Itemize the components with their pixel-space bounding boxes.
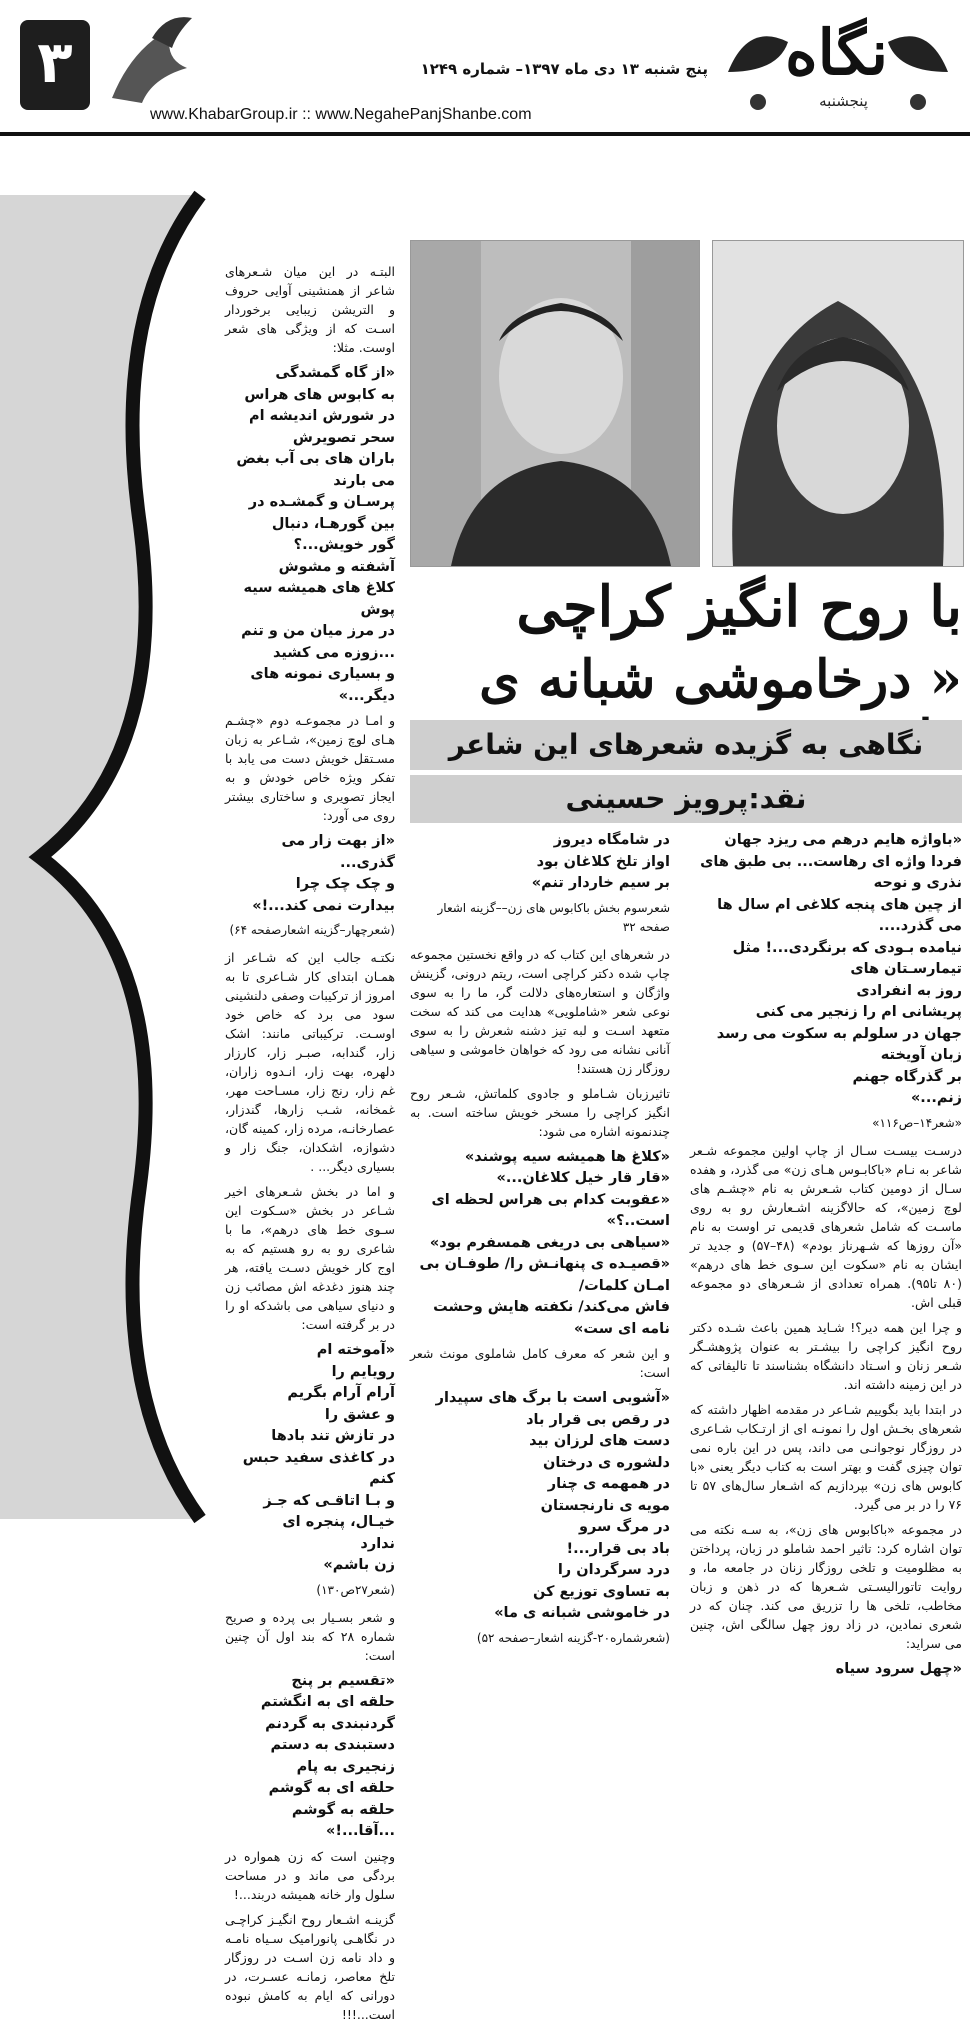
verse-block bbox=[225, 831, 395, 917]
verse-line: در مرز میان من و تنم ...زوزه می کشید bbox=[241, 623, 395, 661]
column-left bbox=[225, 262, 395, 2022]
verse-line: فاش می‌کند/ نکفته هایش وحشت نامه ای ست» bbox=[433, 1299, 670, 1337]
page-number-badge: ۳ bbox=[20, 20, 90, 110]
paragraph: البتـه در این میان شـعرهای شاعر از همنشینی آوایی حروف و التریشن زیبایی برخوردار اسـت که از ویژگی های شعر اوست. مثلا: bbox=[225, 264, 395, 355]
verse-block bbox=[410, 830, 670, 895]
verse-line: دستبندی به دستم bbox=[270, 1737, 395, 1753]
verse-line: «از بهت زار می گذری... bbox=[281, 833, 395, 871]
paragraph: در مجموعه «باکابوس های زن»، به سـه نکته می توان اشاره کرد: تاثیر احمد شاملو در زبان، پرداختن به مظلومیت و تلخی روزگار زنان در جامعه ما، و روایت تاتورالیسـتی شـعرها که در ذهن و زبان مخاطب، تلخی ها را تزریق می کند. چنان که در شعری نمادین، در زاد روز چهل سالگی اش، چنین می سراید: bbox=[690, 1521, 962, 1651]
verse-line: حلقه ای به انگشتم bbox=[260, 1694, 395, 1710]
verse-block bbox=[225, 363, 395, 707]
verse-line: درد سرگردان را bbox=[557, 1562, 670, 1578]
verse-line: زبان آویخته bbox=[880, 1047, 962, 1063]
verse-line: رویایم را bbox=[331, 1363, 395, 1380]
verse-line: ندارد bbox=[360, 1535, 395, 1552]
verse-block bbox=[225, 1340, 395, 1577]
brand-name: نگاه bbox=[785, 16, 888, 89]
verse-line: در تازش تند بادها bbox=[271, 1428, 395, 1444]
citation: (شعر۲۷ص۱۳۰) bbox=[316, 1582, 395, 1597]
verse-line: به کابوس های هراس bbox=[244, 386, 395, 403]
verse-block bbox=[410, 1388, 670, 1625]
citation: (شعرچهار–گزینه اشعارصفحه ۶۴) bbox=[229, 923, 395, 937]
verse-line: پرسـان و گمشـده در بین گورهـا، دنبال bbox=[248, 494, 395, 532]
verse-line: و عشق را bbox=[324, 1406, 395, 1423]
verse-line: زن باشم» bbox=[323, 1557, 395, 1573]
verse-line: باد بی قرار...! bbox=[566, 1540, 670, 1557]
verse-block bbox=[225, 1671, 395, 1843]
paragraph: و شعر بسـیار بی پرده و صریح شماره ۲۸ که بند اول آن چنین است: bbox=[225, 1609, 395, 1663]
verse-block bbox=[690, 1659, 962, 1681]
photo-poet-woman bbox=[712, 240, 964, 567]
verse-line: بر گذرگاه جهنم bbox=[852, 1068, 962, 1085]
verse-line: در کاغذی سفید حبس کنم bbox=[242, 1449, 395, 1487]
verse-line: کلاغ های همیشه سیه پوش bbox=[243, 580, 395, 618]
verse-line: و بـا اتاقـی که جـز خیـال، پنجره ای bbox=[263, 1492, 395, 1530]
verse-line: زنم...» bbox=[910, 1090, 962, 1106]
website-links[interactable]: www.KhabarGroup.ir :: www.NegahePanjShanbe.com bbox=[150, 106, 532, 123]
photo-poet-man bbox=[410, 240, 700, 567]
column-right bbox=[690, 830, 963, 1677]
paragraph: در شعرهای این کتاب که در واقع نخستین مجموعه چاپ شده دکتر کراچی است، ریتم درونی، گزینش واژگان و استعاره‌های دلالت گر، ما را به سوی نوعی شعر «شاملویی» هدایت می کند که سخت متعهد اسـت و لبه تیز دشنه شعرش را به سوی آنانی نشانه می رود که خواهان خاموشی و سیاهی روزگار زن هستند! bbox=[410, 946, 670, 1076]
brand-sub: پنجشنبه bbox=[819, 92, 868, 110]
header-divider bbox=[0, 132, 970, 136]
verse-line: روز به انفرادی bbox=[856, 982, 962, 999]
citation: (شعرشماره۲۰-گزینه اشعار–صفحه ۵۲) bbox=[476, 1630, 670, 1645]
verse-line: به تساوی توزیع کن bbox=[532, 1583, 670, 1600]
verse-line: در شورش اندیشه ام سحر تصویرش bbox=[248, 408, 395, 446]
verse-line: فردا واژه ای رهاست... بی طبق های نذری و نوحه bbox=[700, 853, 962, 891]
verse-line: و بسیاری نمونه های دیگر...» bbox=[250, 666, 395, 704]
verse-line: «قصیـده ی پنهانـش را/ طوفـان بی امـان کلمات/ bbox=[419, 1256, 670, 1294]
verse-line: جهان در سلولم به سکوت می رسد bbox=[716, 1025, 962, 1042]
paragraph: نکتـه جالب این که شـاعر از همـان ابتدای کار شـاعری تا به امروز از ترکیبات وصفی دلنشینی سود می برد که خاص خود اوسـت. ترکیباتی مانند: اشک زار، گندابه، صبـر زار، کارزار دلهره، بهت زار، انـدوه زاران، غم زار، رنج زار، مسـاحت مهر، غمخانه، شـب زارها، گندزار، عصارخانـه، مرده زار، کمینه گان، دشوازه، اشکدان، جنگ زار و بسیاری دیگر... . bbox=[225, 950, 395, 1174]
verse-line: بر سیم خاردار تنم» bbox=[531, 875, 670, 891]
masthead-logo bbox=[718, 12, 958, 122]
verse-line: «تقسیم بر پنج bbox=[291, 1672, 395, 1689]
paragraph: وچنین است که زن همواره در بردگی می ماند و در مساحت سلول وار خانه همیشه دربند...! bbox=[225, 1848, 395, 1902]
verse-line: گردنبندی به گردنم bbox=[265, 1715, 395, 1732]
paragraph: تاثیرزبان شـاملو و جادوی کلماتش، شـعر روح انگیز کراچی را مسخر خویش ساخته است. به چندنمونه اشاره می شود: bbox=[410, 1085, 670, 1139]
verse-line: «باواژه هایم درهم می ریزد جهان bbox=[724, 832, 962, 848]
paragraph: و چرا این همه دیر؟! شـاید همین باعث شـده دکتر روح انگیز کراچی را بیشـتر به عنوان پژوهشـگر شـعر زنان و اسـتاد دانشگاه بشناسند تا تالیفاتی که در این زمینه داشته اند. bbox=[690, 1319, 962, 1392]
verse-line: آرام آرام بگریم bbox=[287, 1385, 395, 1401]
verse-line: «سیاهی بی دریغی همسفرم بود» bbox=[429, 1234, 670, 1251]
paragraph: گزینـه اشـعار روح انگیـز کراچـی در نگاهـی پانوراميک سـياه نامـه و داد نامه زن اسـت در روزگار تلخ معاصر، زمانـه عسـرت، در دورانی که ايام به کامش نبوده است...!!! bbox=[225, 1911, 395, 2022]
verse-line: در همهمه ی چنار bbox=[547, 1476, 670, 1492]
verse-line: نیامده بـودی که برنگردی...! مثل تیمارسـتان های bbox=[732, 939, 962, 977]
verse-line: پریشانی ام را زنجیر می کنی bbox=[755, 1004, 962, 1020]
verse-line: «از گاه گمشدگی bbox=[275, 365, 395, 381]
verse-line: در شامگاه دیروز bbox=[553, 832, 670, 848]
verse-line: «قار قار خیل کلاغان...» bbox=[496, 1170, 670, 1186]
verse-line: دست های لرزان بید bbox=[529, 1433, 670, 1449]
verse-line: گور خویش...؟ bbox=[293, 537, 395, 553]
verse-line: آشفته و مشوش bbox=[278, 558, 395, 575]
paragraph: و امـا در مجموعـه دوم «چشـم هـای لوچ زمین»، شـاعر به زبان مسـتقل خویش دست می یابد با تفکر ویژه خاص خودش و به ایجاز تصویری و ساختاری بیشتر روی می آورد: bbox=[225, 713, 395, 823]
verse-line: از چین های پنجه کلاغی ام سال ها می گذرد.... bbox=[717, 896, 962, 934]
verse-line: حلقه به گوشم ...آقا...!» bbox=[291, 1801, 395, 1839]
verse-line: حلقه ای به گوشم bbox=[268, 1780, 395, 1796]
paragraph: و اما در بخش شـعرهای اخیر شـاعر در بخش «سـکوت این سـوی خط های درهم»، ما با شاعری رو به رو هستیم که به اوج کار خویش دسـت یافته، هر چند هنوز دغدغه اش مصائب زن و دنیای سیاهی می باشدکه او را در بر گرفته است: bbox=[225, 1184, 395, 1332]
verse-line: مویه ی نارنجستان bbox=[540, 1497, 670, 1514]
verse-line: در رقص بی قرار باد bbox=[526, 1411, 670, 1428]
column-middle bbox=[410, 830, 670, 1645]
article-title-line2: « درخاموشی شبانه ی bbox=[479, 649, 962, 710]
verse-line: «کلاغ ها همیشه سیه پوشند» bbox=[464, 1148, 670, 1165]
paragraph: درسـت بیسـت سـال از چاپ اولین مجموعه شـعر شاعر به نـام «باکابـوس هـای زن» می گذرد، و هفده سـال از دومین کتاب شـعرش به نام «چشـم های لوچ زمین»، که حالاگزینه اشـعارش رو به روی ماسـت که شامل شعرهای قدیمی تر اوست به نام «آن روزها که شـهرناز بودم» (۴۸–۵۷) و جدید تر ایشان به نام «سکوت این سـوی خط های درهم» (۸۰ تا۹۵). همراه تعدادی از شـعرهای دو مجموعه قبلی اش. bbox=[690, 1142, 963, 1310]
verse-line: در خاموشی شبانه ی ما» bbox=[494, 1605, 670, 1621]
paragraph: و این شعر که معرف کامل شاملوی مونث شعر است: bbox=[410, 1346, 670, 1380]
phoenix-ornament-icon bbox=[92, 8, 202, 108]
paragraph: در ابتدا باید بگوییم شـاعر در مقدمه اظهار داشته که شعرهای بخـش اول را نمونـه ای از ارتـکاب شـاعری در روزگار نوجوانـی می داند، پس در این باره نمی توان چیزی گفت و بهتر است به کتاب دیگر یعنی «با کابوس های زن» بپردازیم که اشـعار سال‌های ۵۷ تا ۷۶ را در بر می گیرد. bbox=[690, 1401, 962, 1512]
citation: شعرسوم بخش باکابوس های زن––گزینه اشعار صفحه ۳۲ bbox=[437, 900, 670, 934]
verse-line: بیدارت نمی کند...!» bbox=[252, 897, 395, 914]
citation: «شعر۱۴–ص۱۱۶» bbox=[872, 1115, 962, 1130]
verse-line: دلشوره ی درختان bbox=[542, 1454, 670, 1471]
article-subtitle: نگاهی به گزیده شعرهای این شاعر bbox=[410, 720, 962, 770]
verse-line: «آموخته ام bbox=[316, 1342, 395, 1358]
verse-block bbox=[690, 830, 962, 1110]
verse-line: اواز تلخ کلاغان بود bbox=[536, 853, 670, 870]
verse-line: زنجیری به پام bbox=[296, 1758, 395, 1775]
issue-date: پنج شنبه ۱۳ دی ماه ۱۳۹۷– شماره ۱۲۴۹ bbox=[420, 60, 708, 78]
verse-block bbox=[410, 1147, 670, 1341]
verse-line: «عقوبت کدام بی هراس لحظه ای است..؟» bbox=[431, 1191, 670, 1229]
article-title-line1: با روح انگیز کراچی bbox=[516, 574, 962, 640]
verse-line: «چهل سرود سیاه bbox=[835, 1660, 962, 1677]
verse-line: در مرگ سرو bbox=[578, 1519, 670, 1535]
bracket-decoration-icon bbox=[0, 195, 260, 1519]
verse-line: و چک چک چرا bbox=[295, 876, 395, 892]
verse-line: «آشوبی است با برگ های سپیدار bbox=[435, 1390, 670, 1406]
article-author: نقد:پرویز حسینی bbox=[410, 775, 962, 823]
verse-line: باران های بی آب بغض می بارند bbox=[236, 451, 395, 489]
